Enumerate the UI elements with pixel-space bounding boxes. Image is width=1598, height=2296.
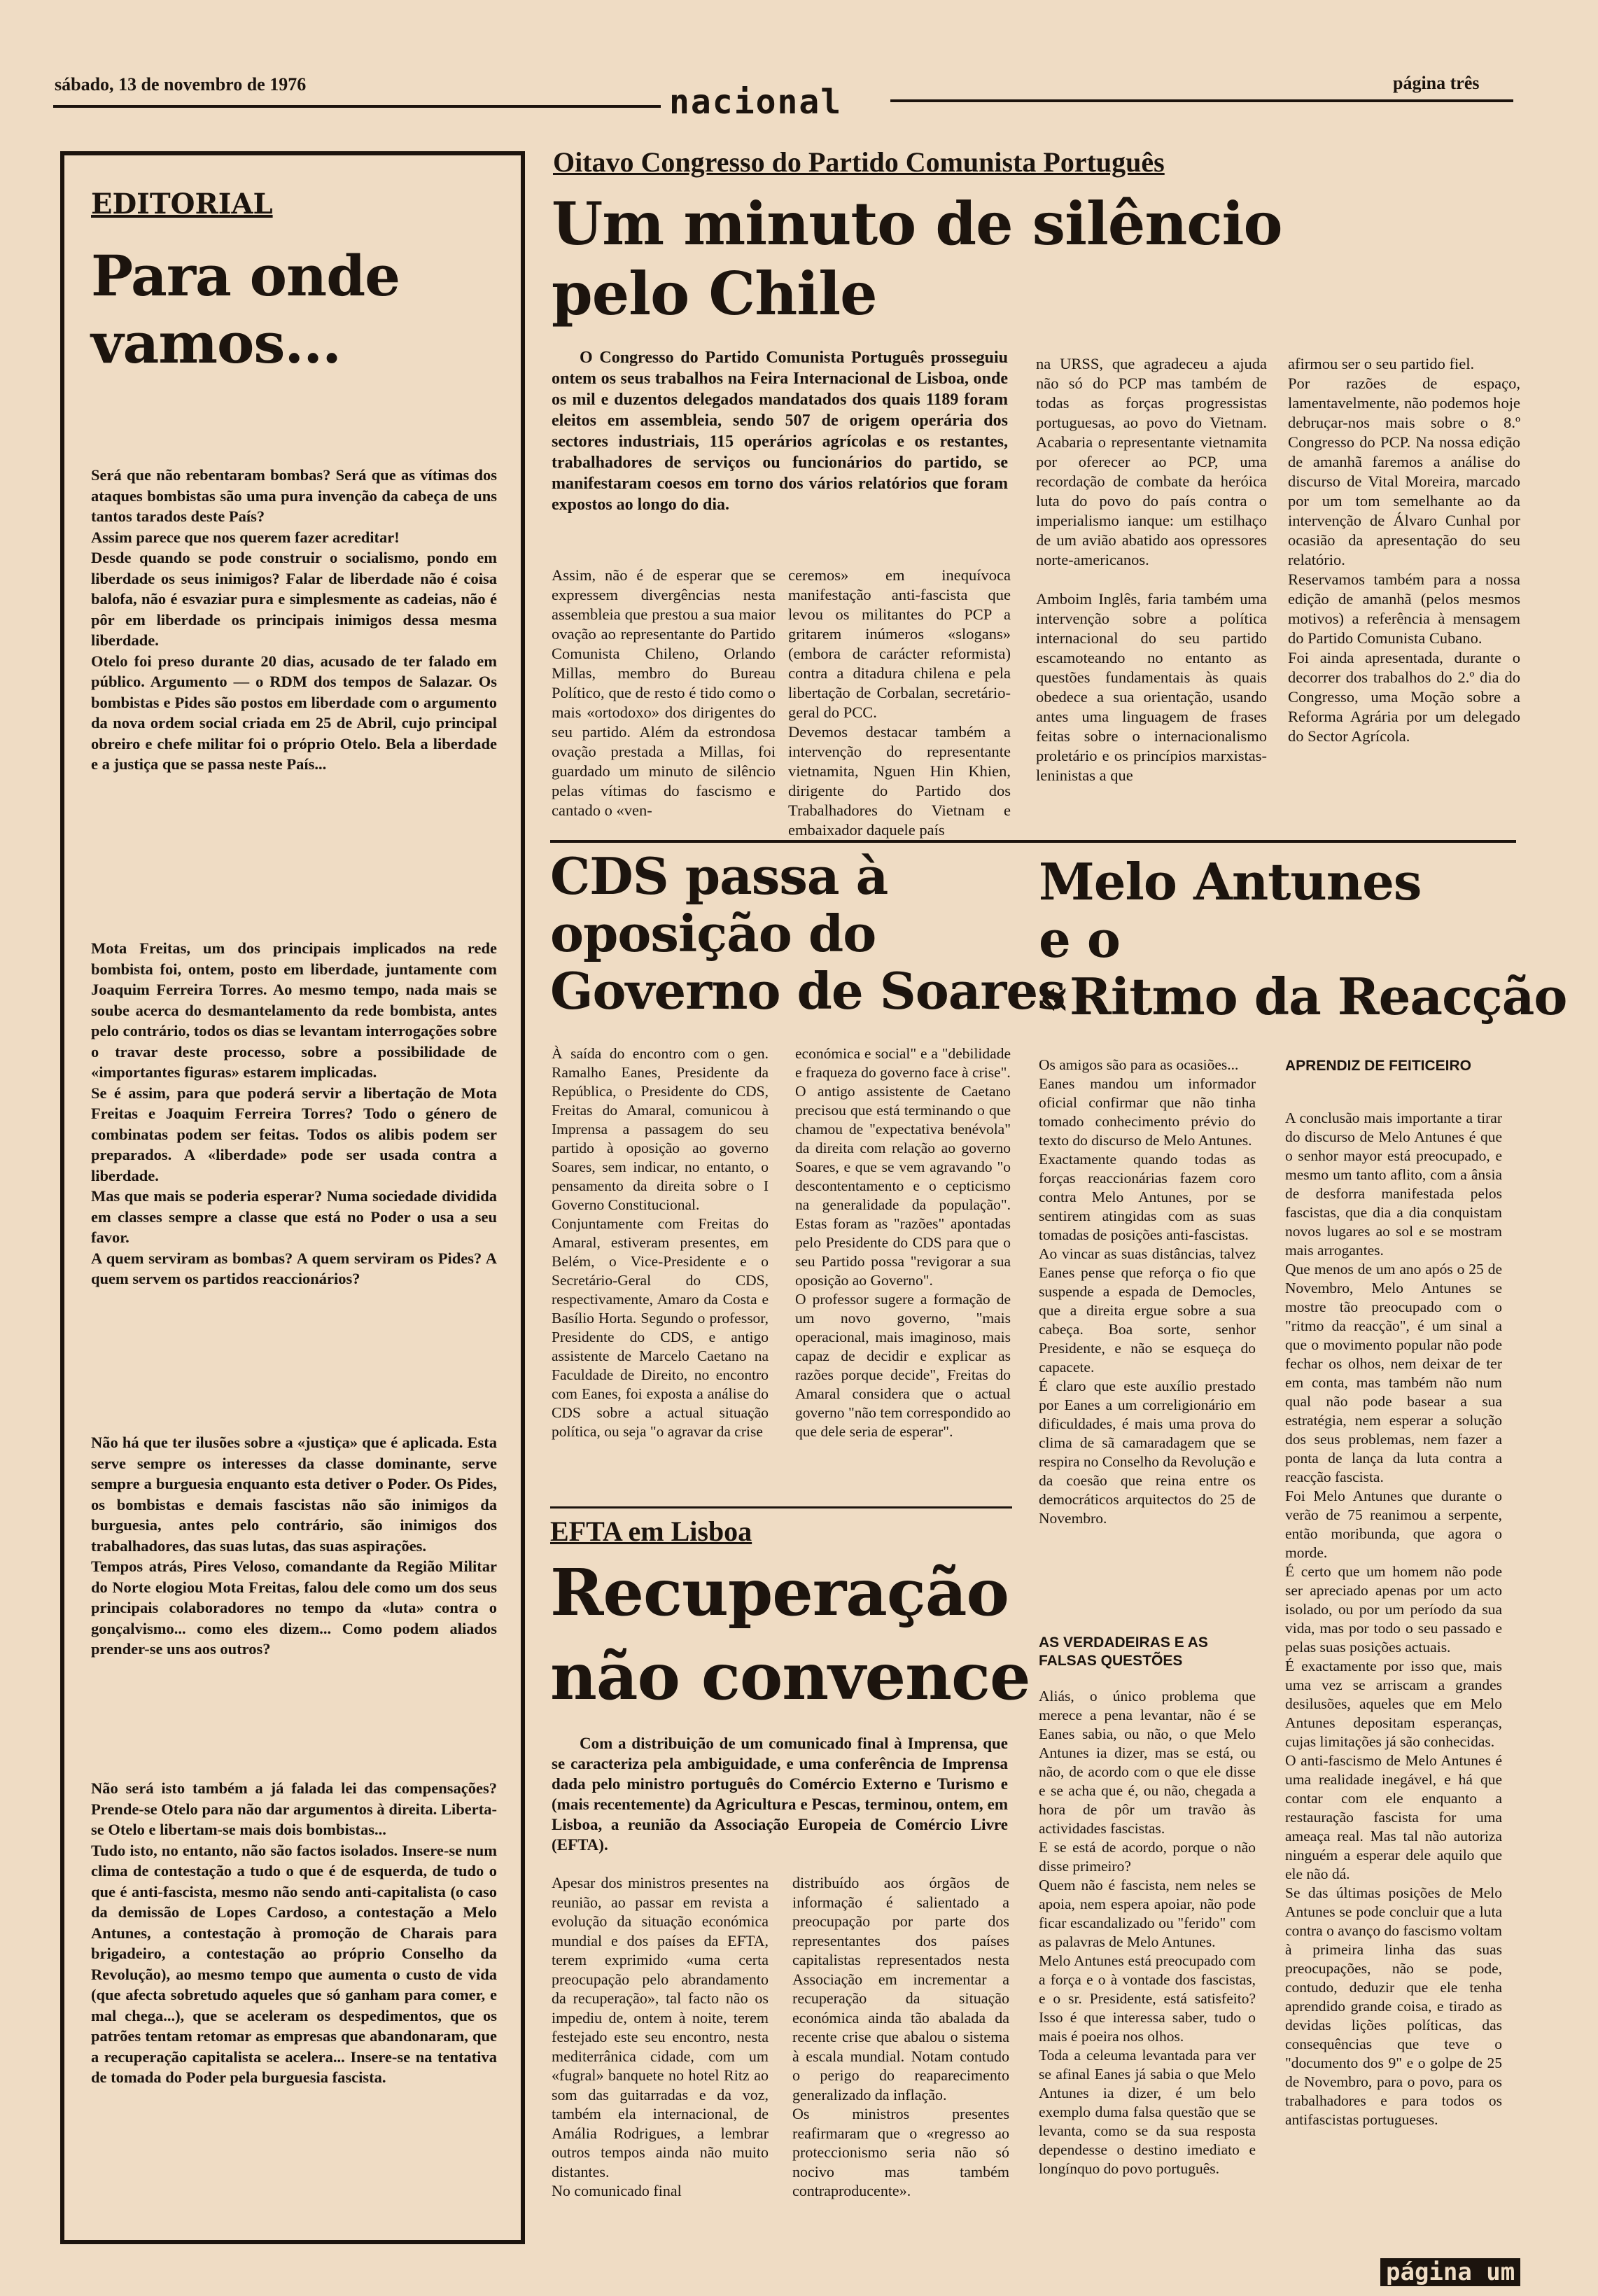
- melo-title-line3: «Ritmo da Reacção: [1039, 967, 1567, 1026]
- editorial-para-1: Será que não rebentaram bombas? Será que as vítimas dos ataques bombistas são uma pura invenção da cabeça de uns tantos tarados deste País? Assim parece que nos querem fazer acreditar! Desde quando se pode construir o socialismo, pondo em liberdade os seus inimigos? Falar de liberdade não é coisa balofa, não é esvaziar pura e simplesmente as cadeias, não é pôr em liberdade os principais inimigos dessa mesma liberdade. Otelo foi preso durante 20 dias, acusado de ter falado em público. Argumento — o RDM dos tempos de Salazar. Os bombistas e Pides são postos em liberdade com o argumento da nova ordem social criada em 25 de Abril, cujo principal obreiro e chefe militar foi o próprio Otelo. Bela a liberdade e a justiça que se passa neste País...: [91, 466, 497, 773]
- efta-title-line2: não convence: [550, 1639, 1030, 1714]
- efta-lead: Com a distribuição de um comunicado final à Imprensa, que se caracteriza pela ambiguidade, e uma conferência de Imprensa dada pelo ministro português do Comércio Externo e Turismo e (mais recentemente) da Agricultura e Pescas, terminou, ontem, em Lisboa, a reunião da Associação Europeia de Comércio Livre (EFTA).: [552, 1735, 1008, 1854]
- congress-col-d: afirmou ser o seu partido fiel. Por razões de espaço, lamentavelmente, não podemos hoje debruçar-nos mais sobre o 8.º Congresso do PCP. Na nossa edição de amanhã faremos a análise do discurso de Vital Moreira, marcado por um tom semelhante ao da intervenção de Álvaro Cunhal por ocasião da apresentação do seu relatório. Reservamos também para a nossa edição de amanhã (pelos mesmos motivos) a referência à mensagem do Partido Comunista Cubano. Foi ainda apresentada, durante o decorrer dos trabalhos do 2.º dia do Congresso, uma Moção sobre a Reforma Agrária por um delegado do Sector Agrícola.: [1288, 355, 1520, 745]
- congress-bottom-rule: [550, 840, 1516, 843]
- melo-title-line2: e o: [1039, 909, 1120, 969]
- melo-col-a: Os amigos são para as ocasiões... Eanes mandou um informador oficial confirmar que não tinha tomado conhecimento prévio do texto do discurso de Melo Antunes. Exactamente quando todas as forças reaccionárias fazem coro contra Melo Antunes, por se sentirem atingidas com as suas tomadas de posições anti-fascistas. Ao vincar as suas distâncias, talvez Eanes pense que reforça o fio que suspende a espada de Democles, que a direita ergue sobre a sua cabeça. Boa sorte, senhor Presidente, e não se esqueça do capacete. É claro que este auxílio prestado por Eanes a um correligionário em dificuldades, é mais uma prova do clima de sã camaradagem que se respira no Conselho da Revolução e da coesão que reina entre os democráticos arquitectos do 25 de Novembro.: [1039, 1056, 1256, 1527]
- cds-col-b: económica e social" e a "debilidade e fraqueza do governo face à crise". O antigo assistente de Caetano precisou que está terminando o que chamou de "expectativa benévola" da direita com relação ao governo Soares, e que se vem agravando "o descontentamento e o cepticismo na generalidade da população". Estas foram as "razões" apontadas pelo Presidente do CDS para que o seu Partido possa "revigorar a sua oposição ao Governo". O professor sugere a formação de um novo governo, "mais operacional, mais imaginoso, mais capaz de decidir e explicar as razões porque decide", Freitas do Amaral considera que o actual governo "não tem correspondido ao que dele seria de esperar".: [795, 1045, 1011, 1440]
- melo-subhead-b: APRENDIZ DE FEITICEIRO: [1285, 1058, 1472, 1074]
- header-rule-left: [53, 105, 661, 108]
- continued-on-page: página um: [1380, 2258, 1520, 2286]
- congress-title-line1: Um minuto de silêncio: [552, 189, 1282, 258]
- congress-col-a: Assim, não é de esperar que se expressem divergências nesta assembleia que prestou a sua maior ovação ao representante do Partido Comunista Chileno, Orlando Millas, membro do Bureau Político, que de resto é tido como o mais «ortodoxo» dos dirigentes do seu partido. Além da estrondosa ovação prestada a Millas, foi guardado um minuto de silêncio pelas vítimas do fascismo e cantado o «ven-: [552, 566, 776, 819]
- congress-title-line2: pelo Chile: [552, 259, 877, 328]
- cds-bottom-rule: [550, 1506, 1012, 1508]
- editorial-title: Para onde vamos...: [91, 243, 400, 376]
- cds-title-line2: oposição do: [550, 904, 876, 963]
- congress-lead: O Congresso do Partido Comunista Português prosseguiu ontem os seus trabalhos na Feira Internacional de Lisboa, onde os mil e duzentos delegados mandatados dos quais 1189 foram eleitos em assembleia, sendo 507 de origem operária dos sectores industriais, 115 operários agrícolas e os restantes, trabalhadores de serviços ou funcionários do partido, se manifestaram coesos em torno dos vários relatórios que foram expostos ao longo do dia.: [552, 349, 1008, 514]
- melo-title-line1: Melo Antunes: [1039, 852, 1422, 911]
- editorial-para-3: Não há que ter ilusões sobre a «justiça» que é aplicada. Esta serve sempre os interesses da classe dominante, serve sempre a burguesia enquanto esta detiver o Poder. Os Pides, os bombistas e demais fascistas não são inimigos da burguesia, antes pelo contrário, são inimigos dos trabalhadores, das suas lutas, das suas aspirações. Tempos atrás, Pires Veloso, comandante da Região Militar do Norte elogiou Mota Freitas, falou dele como um dos seus principais colaboradores no tempo da «luta» contra o gonçalvismo... como eles dizem... Como podem aliados prender-se uns aos outros?: [91, 1434, 497, 1658]
- congress-col-c: na URSS, que agradeceu a ajuda não só do PCP mas também de todas as forças progressistas portuguesas, ao povo do Vietnam. Acabaria o representante vietnamita por oferecer ao PCP, uma recordação de combate da heróica luta do povo do país contra o imperialismo ianque: um estilhaço de um avião abatido aos opressores norte-americanos. Amboim Inglês, faria também uma intervenção sobre a política internacional do seu partido escamoteando no entanto as questões fundamentais às quais obedece a sua orientação, usando antes uma linguagem de frases feitas sobre o internacionalismo proletário e os princípios marxistas-leninistas a que: [1036, 355, 1267, 784]
- efta-kicker: EFTA em Lisboa: [550, 1516, 752, 1547]
- cds-col-a: À saída do encontro com o gen. Ramalho Eanes, Presidente da República, o Presidente do CDS, Freitas do Amaral, comunicou à Imprensa a passagem do seu partido à oposição ao governo Soares, sem indicar, no entanto, o pensamento da direita sobre o I Governo Constitucional. Conjuntamente com Freitas do Amaral, estiveram presentes, em Belém, o Vice-Presidente e o Secretário-Geral do CDS, respectivamente, Amaro da Costa e Basílio Horta. Segundo o professor, Presidente do CDS, e antigo assistente de Marcelo Caetano na Faculdade de Direito, no encontro com Eanes, foi exposta a análise do CDS sobre a actual situação política, ou seja "o agravar da crise: [552, 1045, 769, 1440]
- congress-col-b: ceremos» em inequívoca manifestação anti-fascista que levou os militantes do PCP a gritarem inúmeros «slogans» (embora de carácter reformista) contra a ditadura chilena e pela libertação de Corbalan, secretário-geral do PCC. Devemos destacar também a intervenção do representante vietnamita, Nguen Hin Khien, dirigente do Partido dos Trabalhadores do Vietnam e embaixador daquele país: [788, 566, 1011, 839]
- header-rule-right: [890, 99, 1513, 102]
- section-title: nacional: [669, 83, 843, 122]
- editorial-para-2: Mota Freitas, um dos principais implicados na rede bombista foi, ontem, posto em liberdade, juntamente com Joaquim Ferreira Torres. Ao mesmo tempo, nada mais se soube acerca do desmantelamento da rede bombista, antes pelo contrário, todos os dias se levantam interrogações sobre o travar deste processo, sobre a possibilidade de «importantes figuras» estarem implicadas. Se é assim, para que poderá servir a libertação de Mota Freitas e Joaquim Ferreira Torres? Todo o género de combinatas podem ser feitas. Todos os alibis podem ser preparados. A «liberdade» pode ser usada contra a liberdade. Mas que mais se poderia esperar? Numa sociedade dividida em classes sempre a classe que está no Poder o usa a seu favor. A quem serviram as bombas? A quem serviram os Pides? A quem servem os partidos reaccionários?: [91, 939, 497, 1287]
- editorial-label: EDITORIAL: [91, 188, 273, 220]
- congress-kicker: Oitavo Congresso do Partido Comunista Português: [553, 146, 1165, 178]
- issue-date: sábado, 13 de novembro de 1976: [55, 74, 307, 94]
- efta-col-a: Apesar dos ministros presentes na reunião, ao passar em revista a evolução da situação económica mundial e dos países da EFTA, terem exprimido «uma certa preocupação pelo abrandamento da recuperação», tal facto não os impediu de, ontem à noite, terem festejado este seu encontro, nesta mediterrânica cidade, com um «fugral» banquete no hotel Ritz ao som das guitarradas e da voz, também ela internacional, de Amália Rodrigues, a lembrar outros tempos ainda não muito distantes. No comunicado final: [552, 1874, 769, 2199]
- page-number: página três: [1393, 73, 1480, 93]
- efta-col-b: distribuído aos órgãos de informação é salientado a preocupação por parte dos representantes dos países capitalistas representados nesta Associação em incrementar a recuperação da situação económica ainda tão abalada da recente crise que abalou o sistema à escala mundial. Notam contudo o perigo do reaparecimento generalizado da inflação. Os ministros presentes reafirmaram que o «regresso ao proteccionismo seria não só nocivo mas também contraproducente».: [792, 1874, 1009, 2199]
- cds-title-line3: Governo de Soares: [550, 961, 1065, 1021]
- cds-title-line1: CDS passa à: [550, 846, 888, 906]
- melo-col-b: A conclusão mais importante a tirar do discurso de Melo Antunes é que o senhor mayor está preocupado, e mesmo um tanto aflito, com a ânsia de desforra manifestada pelos fascistas, que dia a dia conquistam novos lugares ao sol e se mostram mais arrogantes. Que menos de um ano após o 25 de Novembro, Melo Antunes se mostre tão preocupado com o "ritmo da reacção", é um sinal a que o movimento popular não pode fechar os olhos, nem deixar de ter em conta, mas também não num qual não pode basear a sua estratégia, nem esperar a solução dos seus problemas, nem fazer a ponta de lança da luta contra a reacção fascista. Foi Melo Antunes que durante o verão de 75 reanimou a serpente, então moribunda, que agora o morde. É certo que um homem não pode ser apreciado apenas por um acto isolado, ou por um período da sua vida, mas por todo o seu passado e pelas suas posições actuais. É exactamente por isso que, mais uma vez se arriscam a grandes desilusões, aqueles que em Melo Antunes depositam esperanças, cujas limitações já são conhecidas. O anti-fascismo de Melo Antunes é uma realidade inegável, e há que contar com ele enquanto a restauração fascista for uma ameaça real. Mas tal não autoriza ninguém a esperar dele aquilo que ele não dá. Se das últimas posições de Melo Antunes se pode concluir que a luta contra o avanço do fascismo voltam à primeira linha das suas preocupações, não se pode, contudo, deduzir que ele tenha aprendido grande coisa, e tirado as devidas lições políticas, das consequências que teve o "documento dos 9" e o golpe de 25 de Novembro, para o povo, para os trabalhadores e para todos os antifascistas portugueses.: [1285, 1110, 1502, 2128]
- editorial-para-4: Não será isto também a já falada lei das compensações? Prende-se Otelo para não dar argumentos à direita. Liberta-se Otelo e libertam-se mais dois bombistas... Tudo isto, no entanto, não são factos isolados. Insere-se num clima de contestação a tudo o que é de esquerda, de tudo o que é anti-fascista, mesmo não sendo anti-capitalista (o caso da demissão de Lopes Cardoso, a contestação a Melo Antunes, a contestação à promoção de Charais para brigadeiro, a contestação ao próprio Conselho da Revolução), ao mesmo tempo que aumenta o custo de vida (que afecta sobretudo aqueles que só ganham para comer, e mal chega...), que se aceleram os despedimentos, que os patrões tentam retomar as empresas que abandonaram, que a recuperação capitalista se acelera... Insere-se na tentativa de tomada do Poder pela burguesia fascista.: [91, 1779, 497, 2086]
- melo-subhead-a: AS VERDADEIRAS E AS FALSAS QUESTÕES: [1039, 1634, 1208, 1669]
- efta-title-line1: Recuperação: [550, 1555, 1009, 1630]
- melo-col-a2: Aliás, o único problema que merece a pena levantar, não é se Eanes sabia, ou não, o que Melo Antunes ia dizer, mas se está, ou não, de acordo com o que ele disse e se acha que é, ou não, chegada a hora de pôr um travão às actividades fascistas. E se está de acordo, porque o não disse primeiro? Quem não é fascista, nem neles se apoia, nem espera apoiar, não pode ficar escandalizado ou "ferido" com as palavras de Melo Antunes. Melo Antunes está preocupado com a força e o à vontade dos fascistas, e o sr. Presidente, está satisfeito? Isso é que interessa saber, tudo o mais é poeira nos olhos. Toda a celeuma levantada para ver se afinal Eanes já sabia o que Melo Antunes ia dizer, é um belo exemplo duma falsa questão que se levanta, como se da sua resposta dependesse o destino imediato e longínquo do povo português.: [1039, 1688, 1256, 2177]
